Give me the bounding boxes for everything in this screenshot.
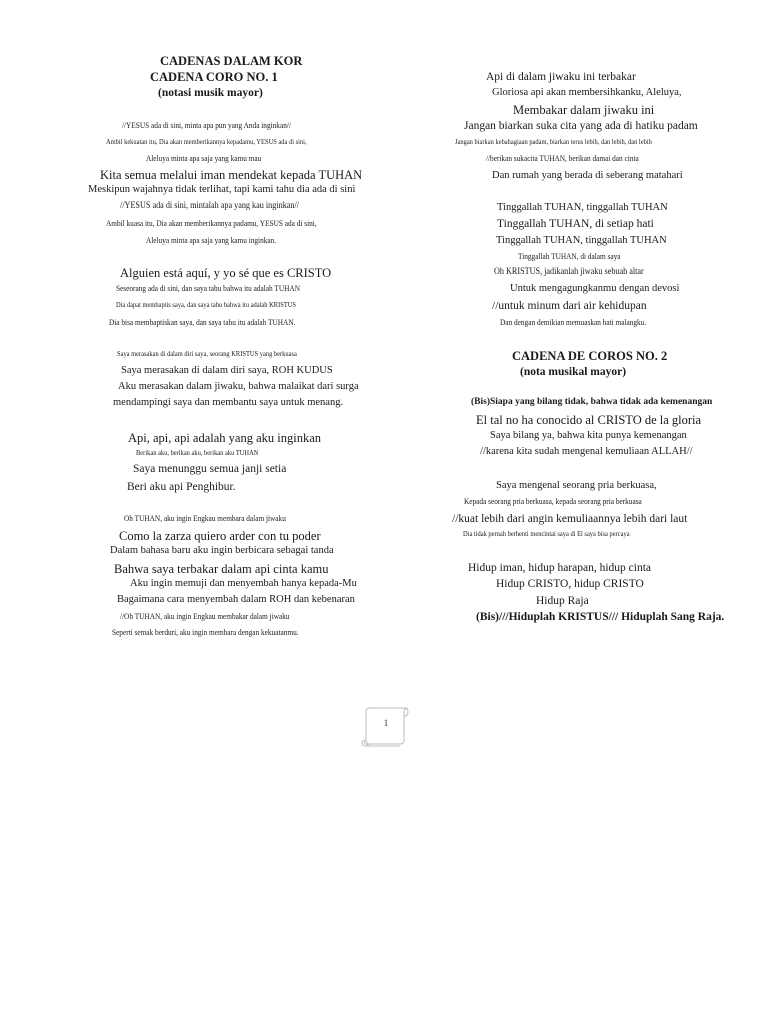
lyric-line: Dan rumah yang berada di seberang matahari: [492, 170, 683, 181]
lyric-line: //Oh TUHAN, aku ingin Engkau membakar dalam jiwaku: [120, 611, 290, 621]
lyric-line: Meskipun wajahnya tidak terlihat, tapi kami tahu dia ada di sini: [88, 184, 356, 195]
lyric-line: Hidup Raja: [536, 595, 589, 607]
lyric-line: Kita semua melalui iman mendekat kepada TUHAN: [100, 168, 363, 182]
right-notation: (nota musikal mayor): [520, 366, 627, 378]
left-subtitle: CADENA CORO NO. 1: [150, 70, 278, 84]
lyric-line: Saya menunggu semua janji setia: [133, 463, 287, 475]
left-title: CADENAS DALAM KOR: [160, 54, 303, 68]
lyric-line: Tinggallah TUHAN, tinggallah TUHAN: [497, 202, 668, 213]
lyric-line: Ambil kuasa itu, Dia akan memberikannya padamu, YESUS ada di sini,: [106, 218, 317, 228]
lyric-line: Ambil kekuatan itu, Dia akan memberikannya kepadamu, YESUS ada di sini,: [106, 137, 307, 146]
lyric-line: Dia tidak pernah berhenti mencintai saya di El saya bisa percaya: [463, 529, 630, 538]
lyric-line: Untuk mengagungkanmu dengan devosi: [510, 283, 680, 294]
lyric-line: Dia bisa membaptiskan saya, dan saya tahu itu adalah TUHAN.: [109, 317, 296, 327]
lyric-line: Api, api, api adalah yang aku inginkan: [128, 431, 321, 445]
lyric-line: Api di dalam jiwaku ini terbakar: [486, 71, 636, 83]
lyric-line: (Bis)Siapa yang bilang tidak, bahwa tidak ada kemenangan: [471, 397, 713, 407]
lyric-line: Kepada seorang pria berkuasa, kepada seorang pria berkuasa: [464, 496, 642, 506]
lyric-line: Berikan aku, berikan aku, berikan aku TUHAN: [136, 448, 259, 457]
page-number-scroll: [360, 700, 412, 748]
lyric-line: Bagaimana cara menyembah dalam ROH dan kebenaran: [117, 594, 355, 605]
lyric-line: //karena kita sudah mengenal kemuliaan ALLAH//: [480, 446, 693, 457]
lyric-line: Aku ingin memuji dan menyembah hanya kepada-Mu: [130, 578, 357, 589]
lyric-line: Oh TUHAN, aku ingin Engkau membara dalam jiwaku: [124, 513, 286, 523]
lyric-line: Jangan biarkan kebahagiaan padam, biarkan terus lebih, dan lebih, dan lebih: [455, 137, 652, 146]
lyric-line: Tinggallah TUHAN, di dalam saya: [518, 251, 621, 261]
lyric-line: Saya merasakan di dalam diri saya, seorang KRISTUS yang berkuasa: [117, 349, 297, 358]
page-number: 1: [383, 718, 389, 728]
left-notation: (notasi musik mayor): [158, 87, 263, 99]
lyric-line: Saya mengenal seorang pria berkuasa,: [496, 480, 657, 491]
lyric-line: Saya merasakan di dalam diri saya, ROH KUDUS: [121, 365, 333, 376]
lyric-line: Dia dapat membaptis saya, dan saya tahu bahwa itu adalah KRISTUS: [116, 300, 297, 309]
lyric-line: //YESUS ada di sini, minta apa pun yang Anda inginkan//: [122, 120, 291, 130]
lyric-line: Tinggallah TUHAN, tinggallah TUHAN: [496, 235, 667, 246]
lyric-line: Oh KRISTUS, jadikanlah jiwaku sebuah altar: [494, 267, 644, 277]
lyric-line: Seperti semak berduri, aku ingin membara dengan kekuatanmu.: [112, 627, 299, 637]
lyric-line: Beri aku api Penghibur.: [127, 481, 236, 493]
lyric-line: Membakar dalam jiwaku ini: [513, 103, 655, 117]
lyric-line: mendampingi saya dan membantu saya untuk menang.: [113, 397, 344, 408]
lyric-line: //YESUS ada di sini, mintalah apa yang kau inginkan//: [120, 201, 300, 211]
lyric-line: Dan dengan demikian memuaskan hati malangku.: [500, 317, 647, 327]
lyric-line: Bahwa saya terbakar dalam api cinta kamu: [114, 562, 329, 576]
lyric-line: Hidup iman, hidup harapan, hidup cinta: [468, 562, 652, 574]
lyric-line: Dalam bahasa baru aku ingin berbicara sebagai tanda: [110, 545, 334, 556]
right-title: CADENA DE COROS NO. 2: [512, 349, 668, 363]
lyric-line: Aleluya minta apa saja yang kamu inginkan.: [146, 235, 277, 245]
lyric-line: (Bis)///Hiduplah KRISTUS/// Hiduplah Sang Raja.: [476, 611, 725, 623]
lyric-line: Hidup CRISTO, hidup CRISTO: [496, 578, 644, 590]
lyric-line: Aku merasakan dalam jiwaku, bahwa malaikat dari surga: [118, 381, 359, 392]
lyric-line: Aleluya minta apa saja yang kamu mau: [146, 153, 262, 163]
lyric-line: //kuat lebih dari angin kemuliaannya lebih dari laut: [452, 513, 688, 525]
lyric-line: Alguien está aquí, y yo sé que es CRISTO: [120, 266, 332, 280]
lyric-line: Gloriosa api akan membersihkanku, Aleluya,: [492, 87, 682, 98]
lyric-line: Jangan biarkan suka cita yang ada di hatiku padam: [464, 120, 698, 132]
lyric-line: //berikan sukacita TUHAN, berikan damai dan cinta: [486, 153, 639, 163]
lyric-line: //untuk minum dari air kehidupan: [492, 300, 647, 312]
lyric-line: Como la zarza quiero arder con tu poder: [119, 529, 321, 543]
lyric-line: Saya bilang ya, bahwa kita punya kemenangan: [490, 430, 687, 441]
lyric-line: Seseorang ada di sini, dan saya tahu bahwa itu adalah TUHAN: [116, 283, 300, 293]
lyric-line: Tinggallah TUHAN, di setiap hati: [497, 218, 654, 230]
lyric-line: El tal no ha conocido al CRISTO de la gloria: [476, 413, 702, 427]
